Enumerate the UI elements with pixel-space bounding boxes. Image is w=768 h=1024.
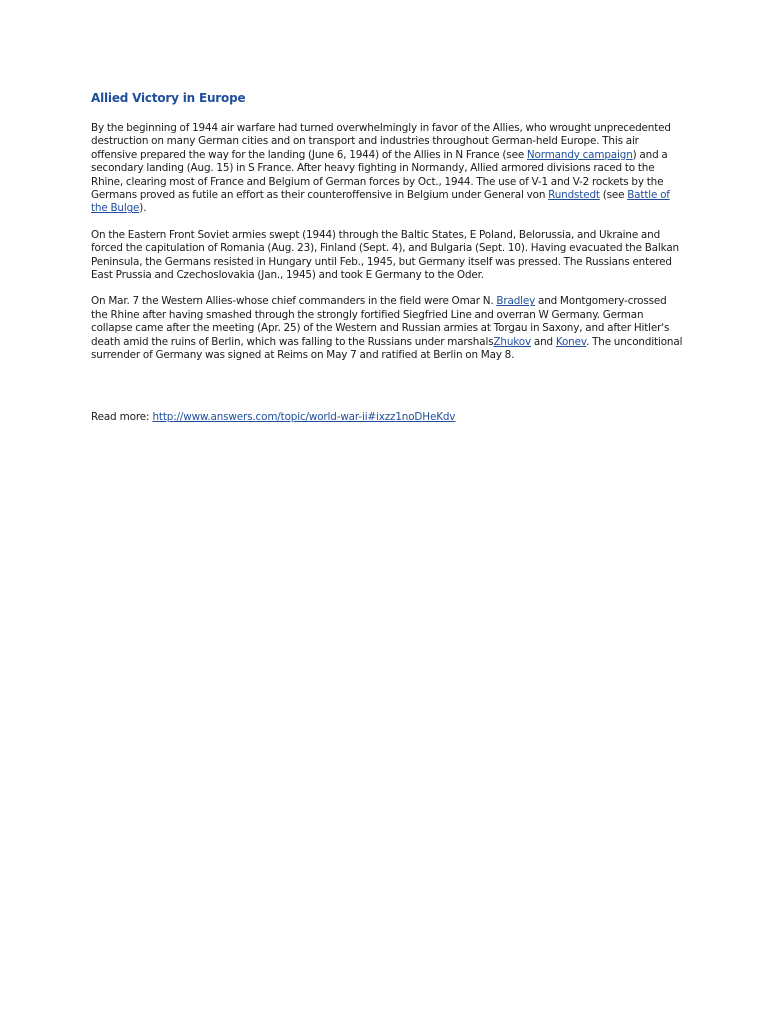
p1-text-1: By the beginning of 1944 air warfare had turned overwhelmingly in favor of the Allies, who wrought unprecedented destruction on many German cities and on transport and industries throughout German-held Europe. This air offensive prepared the way for the landing (June 6, 1944) of the Allies in N France (see bbox=[91, 122, 671, 161]
link-battle-of-the-bulge[interactable]: Battle of the Bulge bbox=[91, 189, 670, 215]
p3-text-3: and bbox=[531, 335, 556, 348]
link-bradley[interactable]: Bradley bbox=[496, 295, 536, 308]
p1-text-4: ). bbox=[139, 202, 147, 215]
link-konev[interactable]: Konev bbox=[555, 335, 587, 348]
p3-text-4: . The unconditional surrender of Germany was signed at Reims on May 7 and ratified at Berlin on May 8. bbox=[91, 335, 683, 362]
read-more bbox=[91, 411, 683, 424]
p1-text-2: ) and a secondary landing (Aug. 15) in S France. After heavy fighting in Normandy, Allied armored divisions raced to the Rhine, clearing most of France and Belgium of German forces by Oct., 1944. The use of V-1 and V-2 rockets by the Germans proved as futile an effort as their counteroffensive in Belgium under General von bbox=[91, 148, 668, 202]
document-body bbox=[91, 90, 683, 424]
link-normandy-campaign[interactable]: Normandy campaign bbox=[526, 148, 633, 161]
section-title: Allied Victory in Europe bbox=[91, 91, 246, 105]
link-rundstedt[interactable]: Rundstedt bbox=[548, 189, 600, 202]
read-more-label: Read more: bbox=[91, 410, 153, 423]
p3-text-1: On Mar. 7 the Western Allies-whose chief commanders in the field were Omar N. bbox=[91, 295, 497, 308]
p3-text-2: and Montgomery-crossed the Rhine after having smashed through the strongly fortified Siegfried Line and overran W Germany. German collapse came after the meeting (Apr. 25) of the Western and Russian armies at Torgau in Saxony, and after Hitler's death amid the ruins of Berlin, which was falling to the Russians under marshals bbox=[91, 295, 670, 348]
paragraph-rhine-crossing bbox=[91, 295, 683, 362]
paragraph-eastern-front: On the Eastern Front Soviet armies swept (1944) through the Baltic States, E Poland, Belorussia, and Ukraine and forced the capitulation of Romania (Aug. 23), Finland (Sept. 4), and Bulgaria (Sept. 10). Having evacuated the Balkan Peninsula, the Germans resisted in Hungary until Feb., 1945, but Germany itself was pressed. The Russians entered East Prussia and Czechoslovakia (Jan., 1945) and took E Germany to the Oder. bbox=[91, 228, 679, 282]
paragraph-western-front bbox=[91, 122, 683, 216]
link-zhukov[interactable]: Zhukov bbox=[493, 335, 532, 348]
read-more-link[interactable]: http://www.answers.com/topic/world-war-ii#ixzz1noDHeKdv bbox=[152, 410, 456, 423]
p1-text-3: (see bbox=[599, 189, 628, 202]
